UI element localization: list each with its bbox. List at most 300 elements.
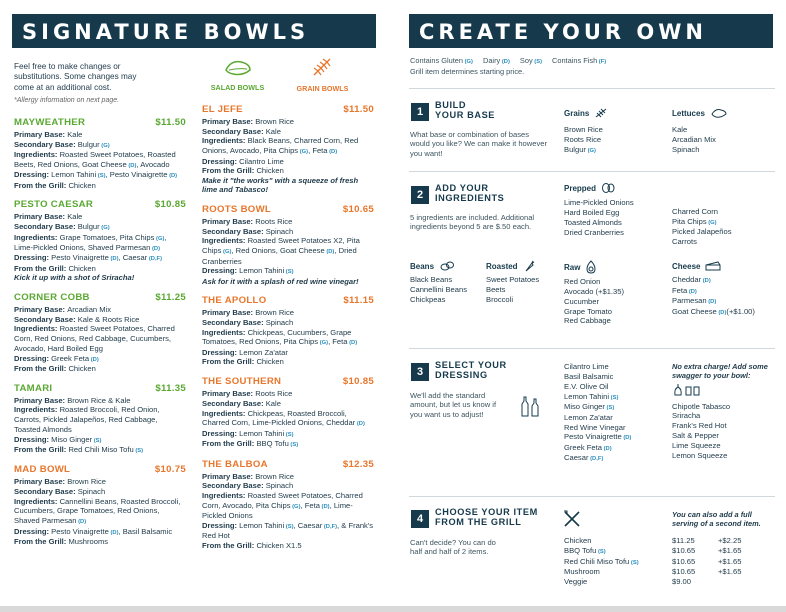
bowl-detail-line — [202, 127, 374, 137]
step-1-number: 1 — [411, 103, 429, 121]
allergen-tag: (D) — [601, 445, 612, 452]
bowl-price: $10.75 — [154, 464, 186, 476]
lettuce-item — [672, 125, 772, 135]
dressing-item-text: Cilantro Lime — [564, 362, 609, 371]
divider-4 — [409, 496, 775, 497]
detail-text: Brown Rice — [255, 471, 295, 481]
raw-item-text: Red Onion — [564, 277, 601, 286]
allergen-name: Contains Fish — [552, 56, 598, 65]
step-2-number: 2 — [411, 186, 429, 204]
grill-item-price: $10.65 — [672, 567, 696, 577]
raw-item-text: Red Cabbage — [564, 316, 611, 326]
prepped-item-text: Pita Chips — [672, 216, 707, 226]
allergen-tag: (S) — [284, 269, 294, 276]
beans-icon — [439, 260, 455, 272]
detail-text: Pesto Vinaigrette — [51, 253, 109, 263]
bowl-detail-line — [202, 541, 374, 551]
signature-bowls-banner — [12, 14, 376, 48]
detail-label: Dressing: — [202, 520, 240, 530]
detail-label: Ingredients: — [202, 490, 248, 500]
allergen-tag: (G) — [298, 149, 309, 156]
roasted-item — [486, 295, 562, 305]
roasted-column — [486, 260, 562, 305]
bowl-detail-line — [14, 233, 186, 254]
detail-label: Secondary Base: — [14, 139, 78, 149]
cheese-item-text: Feta — [672, 285, 688, 295]
detail-text: Chickpeas, Cucumbers, Grape Tomatoes, Red Onions, Pita Chips — [202, 327, 352, 347]
bowl-card — [202, 459, 374, 551]
detail-label: From the Grill: — [202, 540, 257, 550]
cheese-heading: Cheese — [672, 261, 701, 271]
bowl-card — [202, 104, 374, 195]
prepped-item-text: Hard Boiled Egg — [564, 207, 620, 217]
raw-item-text: Avocado (+$1.35) — [564, 286, 625, 296]
allergen-tag: (S) — [284, 431, 294, 438]
detail-text: Brown Rice — [255, 308, 295, 318]
bowl-detail-line — [14, 435, 186, 445]
detail-label: Ingredients: — [14, 496, 60, 506]
grill-utensils-icon — [562, 509, 582, 529]
bowl-detail-line — [14, 212, 186, 222]
detail-text: BBQ Tofu — [256, 439, 289, 449]
dressing-list — [564, 362, 669, 464]
detail-label: Secondary Base: — [202, 398, 266, 408]
detail-label: Secondary Base: — [202, 226, 266, 236]
detail-label: Ingredients: — [202, 327, 248, 337]
prepped-item — [564, 228, 672, 238]
prepped-heading: Prepped — [564, 183, 597, 193]
step-3-number: 3 — [411, 363, 429, 381]
allergen-item — [483, 56, 510, 65]
detail-text: , Feta — [328, 337, 348, 347]
bowl-detail-line — [202, 399, 374, 409]
allergen-tag: (D) — [108, 256, 119, 263]
detail-text: , Pesto Vinaigrette — [105, 170, 168, 180]
grain-item — [564, 145, 654, 156]
bowl-detail-line — [14, 487, 186, 497]
prepped-item — [672, 237, 772, 247]
divider-3 — [409, 348, 775, 349]
bowl-detail-line — [14, 405, 186, 434]
dressing-item-text: Miso Ginger — [564, 402, 605, 412]
bowl-detail-line — [202, 357, 374, 367]
step-1-header — [411, 101, 551, 121]
create-your-own-title: CREATE YOUR OWN — [419, 20, 707, 44]
prepped-item-text: Dried Cranberries — [564, 227, 624, 237]
detail-text: Black Beans, Charred Corn, Red Onions, Avocado, Pita Chips — [202, 136, 359, 156]
allergen-tag: (G) — [290, 503, 301, 510]
lettuce-icon — [710, 107, 728, 119]
dressing-item-text: E.V. Olive Oil — [564, 381, 609, 391]
allergen-item — [410, 56, 473, 65]
create-your-own-banner — [409, 14, 773, 48]
bowl-price: $10.85 — [154, 199, 186, 211]
bean-item-text: Chickpeas — [410, 294, 446, 304]
detail-text: Roasted Broccoli, Red Onion, Carrots, Pickled Jalapeños, Red Cabbage, Toasted Almonds — [14, 405, 160, 434]
salad-leaf-icon — [223, 58, 253, 78]
detail-label: Dressing: — [14, 170, 52, 180]
bowl-card — [14, 117, 186, 190]
swagger-item-text: Lemon Squeeze — [672, 450, 728, 460]
bowl-card — [14, 383, 186, 456]
bowl-header — [14, 464, 186, 475]
carrot-icon — [523, 260, 535, 272]
bowl-details — [202, 308, 374, 367]
bowl-name: THE BALBOA — [202, 458, 268, 470]
detail-label: Primary Base: — [14, 395, 68, 405]
grain-item — [564, 125, 654, 135]
detail-label: Ingredients: — [202, 136, 248, 146]
detail-text: Lemon Tahini — [51, 170, 97, 180]
detail-label: Primary Base: — [14, 130, 68, 139]
detail-text: Kale — [67, 130, 83, 139]
bowl-price: $11.25 — [155, 291, 186, 303]
second-item-note: You can also add a full serving of a second item. — [672, 510, 761, 529]
bean-item-text: Black Beans — [410, 275, 453, 284]
detail-text: , Red Onions, Goat Cheese — [231, 246, 325, 256]
bowl-card — [14, 292, 186, 374]
allergen-tag: (S) — [532, 59, 542, 65]
bowls-column-2 — [202, 104, 374, 560]
detail-text: Red Chili Miso Tofu — [68, 444, 134, 454]
detail-label: Secondary Base: — [202, 126, 266, 136]
raw-item — [564, 277, 664, 287]
detail-label: Ingredients: — [14, 324, 60, 334]
detail-label: Secondary Base: — [14, 222, 78, 232]
detail-text: Bulgur — [77, 139, 100, 149]
grill-item-row — [564, 557, 776, 568]
detail-text: Mushrooms — [68, 537, 109, 547]
dressing-item — [564, 443, 669, 454]
allergen-tag: (S) — [609, 394, 619, 401]
bowl-header — [202, 104, 374, 115]
detail-label: From the Grill: — [14, 180, 69, 190]
allergen-tag: (D) — [150, 245, 161, 252]
grill-item-price: $9.00 — [672, 577, 692, 587]
bowl-detail-line — [202, 266, 374, 276]
bowl-price: $11.15 — [343, 295, 374, 307]
step-3-header — [411, 361, 551, 381]
allergen-tag: (D) — [108, 529, 119, 536]
allergy-note: *Allergy information on next page. — [14, 96, 120, 104]
allergen-tag: (G) — [154, 235, 165, 242]
step-4-header — [411, 508, 551, 528]
dressing-item-text: Lemon Tahini — [564, 391, 610, 401]
detail-label: From the Grill: — [14, 537, 69, 547]
prepped-item — [564, 198, 672, 208]
pepper-salt-icon — [672, 383, 702, 397]
bowls-column-1 — [14, 117, 186, 556]
detail-text: , Feta — [308, 146, 328, 156]
grill-item-name — [564, 557, 672, 568]
swagger-item-text: Salt & Pepper — [672, 431, 719, 441]
allergen-tag: (S) — [96, 173, 106, 180]
detail-label: From the Grill: — [202, 357, 257, 367]
swagger-box — [672, 362, 776, 461]
grill-item-label: Veggie — [564, 577, 588, 587]
egg-icon — [601, 182, 615, 194]
detail-label: Dressing: — [202, 156, 240, 166]
allergen-name: Dairy — [482, 56, 501, 65]
detail-text: Cannellini Beans, Roasted Broccoli, Cucumbers, Grape Tomatoes, Red Onions, Shaved Parmesan — [14, 496, 181, 526]
detail-text: Lemon Tahini — [239, 428, 285, 438]
detail-text: Roots Rice — [255, 389, 293, 399]
dressing-item — [564, 402, 669, 413]
grill-item-label: Chicken — [564, 536, 592, 545]
cheese-item — [672, 307, 776, 318]
detail-text: , Avocado — [136, 159, 170, 169]
step-1-desc: What base or combination of bases would you like? We can make it however you want! — [410, 130, 548, 158]
bowl-detail-line — [202, 227, 374, 237]
dressing-item-text: Pesto Vinaigrette — [564, 432, 622, 442]
raw-column — [564, 260, 664, 326]
grain-item-text: Bulgur — [564, 144, 586, 154]
detail-text: Brown Rice — [67, 477, 107, 487]
bottom-strip — [0, 606, 786, 612]
allergen-tag: (G) — [99, 142, 110, 149]
detail-label: Primary Base: — [14, 212, 68, 222]
allergen-tag: (S) — [288, 442, 299, 449]
detail-text: Chickpeas, Roasted Broccoli, Charred Corn, Lime-Pickled Onions, Cheddar — [202, 408, 356, 428]
detail-text: , Lime-Pickled Onions, Shaved Parmesan — [14, 232, 167, 252]
bowl-detail-line — [202, 439, 374, 449]
bowl-detail-line — [14, 537, 186, 547]
allergen-tag: (D) — [500, 59, 510, 65]
allergen-tag: (D) — [621, 435, 632, 442]
bowl-name: EL JEFE — [202, 104, 243, 115]
detail-text: Chicken — [68, 363, 96, 373]
grill-item-row — [564, 567, 776, 577]
bowl-header — [202, 376, 374, 387]
step-2-header — [411, 184, 551, 204]
bean-item — [410, 295, 486, 305]
beans-heading: Beans — [410, 261, 435, 271]
detail-label: Ingredients: — [14, 405, 60, 415]
allergen-tag: (G) — [318, 340, 329, 347]
detail-label: Primary Base: — [14, 477, 68, 487]
prepped-item — [564, 208, 672, 218]
detail-label: Primary Base: — [202, 308, 256, 318]
grill-item-addon: +$2.25 — [718, 536, 742, 545]
grains-heading: Grains — [564, 108, 590, 118]
detail-text: Roasted Sweet Potatoes, Charred Corn, Red Onions, Red Cabbage, Cucumbers, Avocado, Hard Boiled Egg — [14, 324, 175, 353]
step-4-number: 4 — [411, 510, 429, 528]
raw-item-text: Cucumber — [564, 296, 600, 306]
detail-text: Kale — [265, 126, 281, 136]
bowl-header — [14, 199, 186, 210]
grill-item-price: $11.25 — [672, 536, 695, 545]
bowl-detail-line — [14, 222, 186, 232]
dressing-item-text: Greek Feta — [564, 442, 602, 452]
allergen-tag: (S) — [133, 447, 144, 454]
bowl-detail-line — [202, 236, 374, 266]
detail-label: From the Grill: — [14, 363, 69, 373]
prepped-item — [672, 207, 772, 217]
allergen-tag: (G) — [463, 59, 473, 65]
raw-item — [564, 297, 664, 307]
raw-heading: Raw — [564, 262, 581, 272]
lettuce-item-text: Spinach — [672, 144, 700, 154]
lettuce-item — [672, 135, 772, 145]
bowl-price: $10.65 — [342, 203, 374, 215]
detail-label: Primary Base: — [202, 389, 256, 399]
bowl-detail-line — [14, 253, 186, 263]
bowl-tip: Make it "the works" with a squeeze of fresh lime and Tabasco! — [202, 176, 359, 195]
allergen-tag: (D) — [355, 421, 365, 428]
grill-item-addon: +$1.65 — [718, 567, 742, 577]
grill-item-label: BBQ Tofu — [564, 546, 597, 556]
bowl-tip: Ask for it with a splash of red wine vinegar! — [202, 276, 359, 286]
bowl-name: PESTO CAESAR — [14, 199, 94, 211]
intro-text — [14, 62, 149, 106]
bowl-header — [14, 117, 186, 128]
detail-label: Primary Base: — [202, 471, 256, 481]
detail-text: Bulgur — [77, 222, 100, 232]
allergen-item — [552, 56, 606, 65]
beans-column — [410, 260, 486, 305]
allergen-tag: (D) — [327, 149, 338, 156]
prepped-item — [672, 217, 772, 228]
bowl-price: $11.50 — [155, 117, 186, 128]
raw-item — [564, 316, 664, 326]
roasted-item — [486, 275, 562, 285]
detail-text: Chicken — [68, 263, 96, 273]
allergen-tag: (D) — [76, 519, 87, 526]
detail-text: Lemon Za'atar — [239, 347, 288, 357]
detail-text: Roasted Sweet Potatoes, Roasted Beets, Red Onions, Goat Cheese — [14, 150, 176, 169]
prepped-item — [672, 227, 772, 237]
cheese-item-text: Parmesan — [672, 296, 707, 306]
intro-paragraph: Feel free to make changes or substitutions. Some changes may come at an additional cost. — [14, 62, 137, 92]
bowl-detail-line — [14, 140, 186, 150]
detail-label: Dressing: — [14, 253, 52, 263]
signature-bowls-title: SIGNATURE BOWLS — [22, 20, 310, 44]
allergen-tag: (D) — [319, 503, 330, 510]
allergen-item — [520, 56, 542, 65]
detail-text: Lemon Tahini — [239, 266, 285, 276]
roasted-heading: Roasted — [486, 261, 518, 271]
grain-item-text: Brown Rice — [564, 125, 603, 134]
grill-item-row — [564, 536, 776, 546]
detail-text: Chicken — [68, 180, 96, 190]
swagger-item — [672, 451, 776, 461]
bowl-details — [14, 477, 186, 546]
detail-label: Secondary Base: — [202, 481, 266, 491]
allergen-note: Grill item determines starting price. — [410, 67, 525, 76]
salad-bowls-category — [200, 58, 275, 92]
allergen-legend — [410, 56, 770, 76]
bowl-details — [202, 389, 374, 449]
grill-item-addon: +$1.65 — [718, 556, 742, 566]
bowl-detail-line — [14, 130, 186, 140]
bowl-detail-line — [202, 157, 374, 167]
detail-label: Dressing: — [14, 526, 52, 536]
detail-text: Brown Rice & Kale — [67, 395, 131, 405]
allergen-tag: (S) — [629, 559, 639, 566]
step-1-title: BUILD YOUR BASE — [435, 100, 496, 120]
allergen-name: Soy — [519, 56, 533, 65]
detail-text: Chicken — [256, 357, 284, 367]
bowl-detail-line — [202, 429, 374, 439]
allergen-tag: (D) — [324, 249, 335, 256]
step-2-title: ADD YOUR INGREDIENTS — [435, 183, 505, 203]
bowl-detail-line — [14, 396, 186, 406]
dressing-bottles-icon — [518, 395, 544, 417]
salad-bowls-label: SALAD BOWLS — [210, 83, 265, 92]
detail-label: From the Grill: — [14, 444, 69, 454]
bowl-price: $11.50 — [343, 104, 374, 115]
dressing-item-text: Lemon Za'atar — [564, 412, 613, 422]
allergen-tag: (D) — [167, 173, 178, 180]
divider-1 — [409, 88, 775, 89]
cheese-item-text: Goat Cheese — [672, 306, 717, 316]
swagger-item-text: Chipotle Tabasco — [672, 401, 731, 411]
lettuce-item-text: Arcadian Mix — [672, 134, 716, 144]
allergen-tag: (D) — [701, 278, 711, 284]
detail-label: Primary Base: — [14, 304, 68, 314]
allergen-tag: (F) — [597, 59, 607, 65]
bowl-name: ROOTS BOWL — [202, 203, 272, 215]
grill-item-label: Mushroom — [564, 567, 600, 577]
step-4-title: CHOOSE YOUR ITEM FROM THE GRILL — [435, 507, 538, 527]
bowl-card — [14, 199, 186, 283]
bowl-detail-line — [202, 217, 374, 227]
detail-text: Roots Rice — [255, 216, 293, 226]
bowl-detail-line — [14, 150, 186, 170]
bowl-detail-line — [202, 521, 374, 541]
allergen-tag: (G) — [706, 219, 717, 226]
swagger-item — [672, 431, 776, 441]
cheese-column — [672, 260, 776, 317]
dressing-item — [564, 392, 669, 403]
bowl-details — [14, 212, 186, 273]
swagger-item-text: Frank's Red Hot — [672, 421, 727, 431]
bowl-detail-line — [202, 472, 374, 482]
bowl-detail-line — [202, 491, 374, 521]
bowl-name: TAMARI — [14, 382, 53, 394]
detail-label: Primary Base: — [202, 117, 256, 126]
bowl-name: THE APOLLO — [202, 295, 267, 307]
detail-text: Spinach — [265, 481, 294, 491]
grill-item-row — [564, 546, 776, 557]
prepped-column — [564, 182, 774, 247]
detail-text: Chicken — [256, 166, 284, 176]
detail-label: From the Grill: — [14, 263, 69, 273]
roasted-item-text: Beets — [486, 284, 506, 294]
cheese-extra: (+$1.00) — [726, 306, 755, 316]
allergen-tag: (D) — [347, 340, 358, 347]
allergen-tag: (S) — [284, 523, 294, 530]
bowl-detail-line — [14, 264, 186, 274]
detail-label: Secondary Base: — [14, 314, 78, 324]
bowl-detail-line — [202, 318, 374, 328]
prepped-item-text: Lime-Pickled Onions — [564, 198, 634, 207]
detail-text: Chicken X1.5 — [256, 540, 302, 550]
detail-text: , & Frank's Red Hot — [202, 520, 374, 541]
roasted-item — [486, 285, 562, 295]
allergen-tag: (G) — [99, 225, 110, 232]
swagger-note: No extra charge! Add some swagger to your bowl: — [672, 362, 768, 381]
swagger-item — [672, 411, 776, 421]
raw-item — [564, 307, 664, 317]
bowl-detail-line — [14, 181, 186, 191]
dressing-item-text: Red Wine Vinegar — [564, 422, 626, 432]
lettuce-item — [672, 145, 772, 155]
allergen-tag: (D,F) — [147, 256, 163, 263]
cheese-item — [672, 275, 776, 286]
bowl-header — [14, 383, 186, 394]
detail-text: Pesto Vinaigrette — [51, 526, 109, 536]
